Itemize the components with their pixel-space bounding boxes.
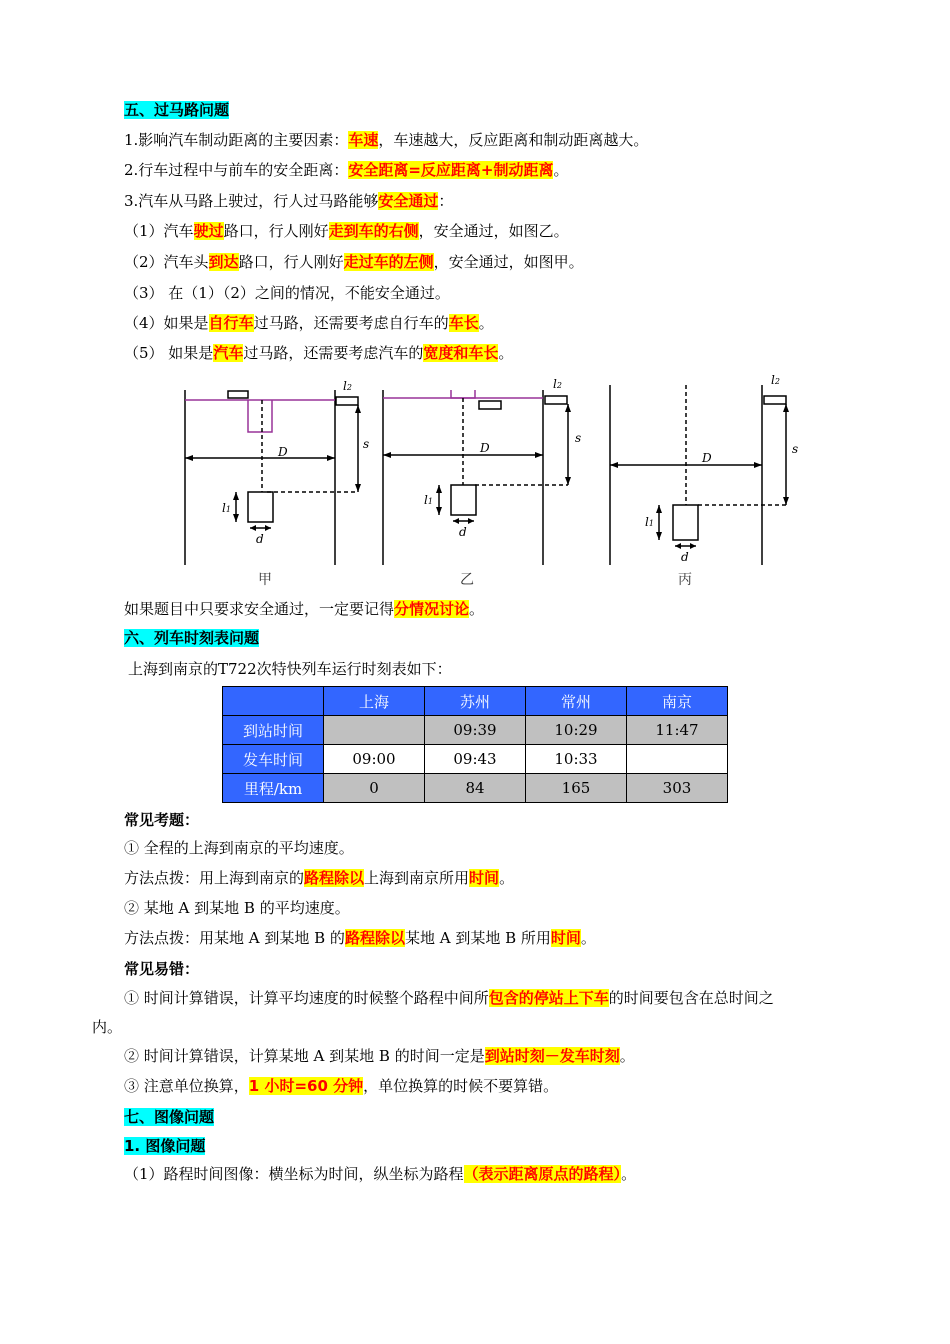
- table-cell: 10:29: [526, 716, 627, 745]
- label-s-bing: s: [792, 442, 799, 456]
- table-cell: [324, 716, 425, 745]
- label-l2-yi: l2: [553, 377, 562, 391]
- section5-heading: 五、过马路问题: [124, 101, 230, 119]
- row-label: 发车时间: [223, 745, 324, 774]
- caption-bing: 丙: [678, 572, 692, 588]
- table-row: [223, 745, 728, 774]
- s5-line5: （2）汽车头到达路口，行人刚好走过车的左侧，安全通过，如图甲。: [124, 253, 584, 271]
- label-D-bing: D: [702, 451, 712, 465]
- s5-note: 如果题目中只要求安全通过，一定要记得分情况讨论。: [124, 600, 485, 618]
- question-1: ① 全程的上海到南京的平均速度。: [124, 839, 354, 857]
- table-row: [223, 716, 728, 745]
- table-cell: 165: [526, 774, 627, 803]
- table-cell: 10:33: [526, 745, 627, 774]
- table-cell: 11:47: [627, 716, 728, 745]
- error-2: ② 时间计算错误，计算某地 A 到某地 B 的时间一定是到站时刻－发车时刻。: [124, 1047, 635, 1065]
- s5-line4: （1）汽车驶过路口，行人刚好走到车的右侧，安全通过，如图乙。: [124, 222, 569, 240]
- error-3: ③ 注意单位换算，1 小时=60 分钟，单位换算的时候不要算错。: [124, 1077, 559, 1095]
- label-d-jia: d: [256, 532, 264, 546]
- table-header-cell: 南京: [627, 687, 728, 716]
- s6-intro: 上海到南京的T722次特快列车运行时刻表如下：: [128, 660, 452, 678]
- label-l1-yi: l1: [424, 493, 433, 507]
- caption-yi: 乙: [460, 572, 474, 588]
- common-questions-title: 常见考题：: [124, 811, 200, 829]
- table-cell: 09:39: [425, 716, 526, 745]
- caption-jia: 甲: [258, 572, 272, 588]
- s5-line7: （4）如果是自行车过马路，还需要考虑自行车的车长。: [124, 314, 494, 332]
- table-cell: 84: [425, 774, 526, 803]
- label-l2-jia: l2: [343, 379, 352, 393]
- s5-line8: （5） 如果是汽车过马路，还需要考虑汽车的宽度和车长。: [124, 344, 514, 362]
- label-l1-jia: l1: [222, 501, 231, 515]
- s5-line1: 1.影响汽车制动距离的主要因素：车速，车速越大，反应距离和制动距离越大。: [124, 131, 649, 149]
- s5-line2: 2.行车过程中与前车的安全距离：安全距离=反应距离+制动距离。: [124, 161, 569, 179]
- label-d-yi: d: [459, 525, 467, 539]
- method-2: 方法点拨：用某地 A 到某地 B 的路程除以某地 A 到某地 B 所用时间。: [124, 929, 596, 947]
- road-crossing-diagrams: [170, 370, 810, 595]
- label-l2-bing: l2: [771, 373, 780, 387]
- question-2: ② 某地 A 到某地 B 的平均速度。: [124, 899, 350, 917]
- table-cell: 09:43: [425, 745, 526, 774]
- table-row: [223, 774, 728, 803]
- label-D-yi: D: [480, 441, 490, 455]
- label-D-jia: D: [278, 445, 288, 459]
- table-cell: [627, 745, 728, 774]
- error-1-cont: 内。: [92, 1018, 123, 1036]
- section7-heading: 七、图像问题: [124, 1108, 215, 1126]
- common-errors-title: 常见易错：: [124, 960, 200, 978]
- table-header-cell: [223, 687, 324, 716]
- error-1: ① 时间计算错误，计算平均速度的时候整个路程中间所包含的停站上下车的时间要包含在总时间之: [124, 989, 774, 1007]
- method-1: 方法点拨：用上海到南京的路程除以上海到南京所用时间。: [124, 869, 515, 887]
- label-l1-bing: l1: [645, 515, 654, 529]
- diagram-yi: [383, 390, 568, 565]
- table-header-cell: 苏州: [425, 687, 526, 716]
- section6-heading: 六、列车时刻表问题: [124, 629, 260, 647]
- train-timetable: [222, 686, 728, 803]
- table-header-row: [223, 687, 728, 716]
- label-s-jia: s: [363, 437, 370, 451]
- table-header-cell: 上海: [324, 687, 425, 716]
- s5-line6: （3） 在（1）（2）之间的情况，不能安全通过。: [124, 284, 450, 302]
- s5-line3: 3.汽车从马路上驶过，行人过马路能够安全通过：: [124, 192, 454, 210]
- label-d-bing: d: [681, 550, 689, 564]
- row-label: 到站时间: [223, 716, 324, 745]
- section7-subheading: 1. 图像问题: [124, 1137, 206, 1155]
- diagram-jia: [185, 390, 358, 565]
- table-header-cell: 常州: [526, 687, 627, 716]
- diagram-bing: [610, 385, 786, 565]
- row-label: 里程/km: [223, 774, 324, 803]
- table-cell: 09:00: [324, 745, 425, 774]
- table-cell: 0: [324, 774, 425, 803]
- label-s-yi: s: [575, 431, 582, 445]
- s7-line1: （1）路程时间图像：横坐标为时间，纵坐标为路程（表示距离原点的路程）。: [124, 1165, 637, 1183]
- table-cell: 303: [627, 774, 728, 803]
